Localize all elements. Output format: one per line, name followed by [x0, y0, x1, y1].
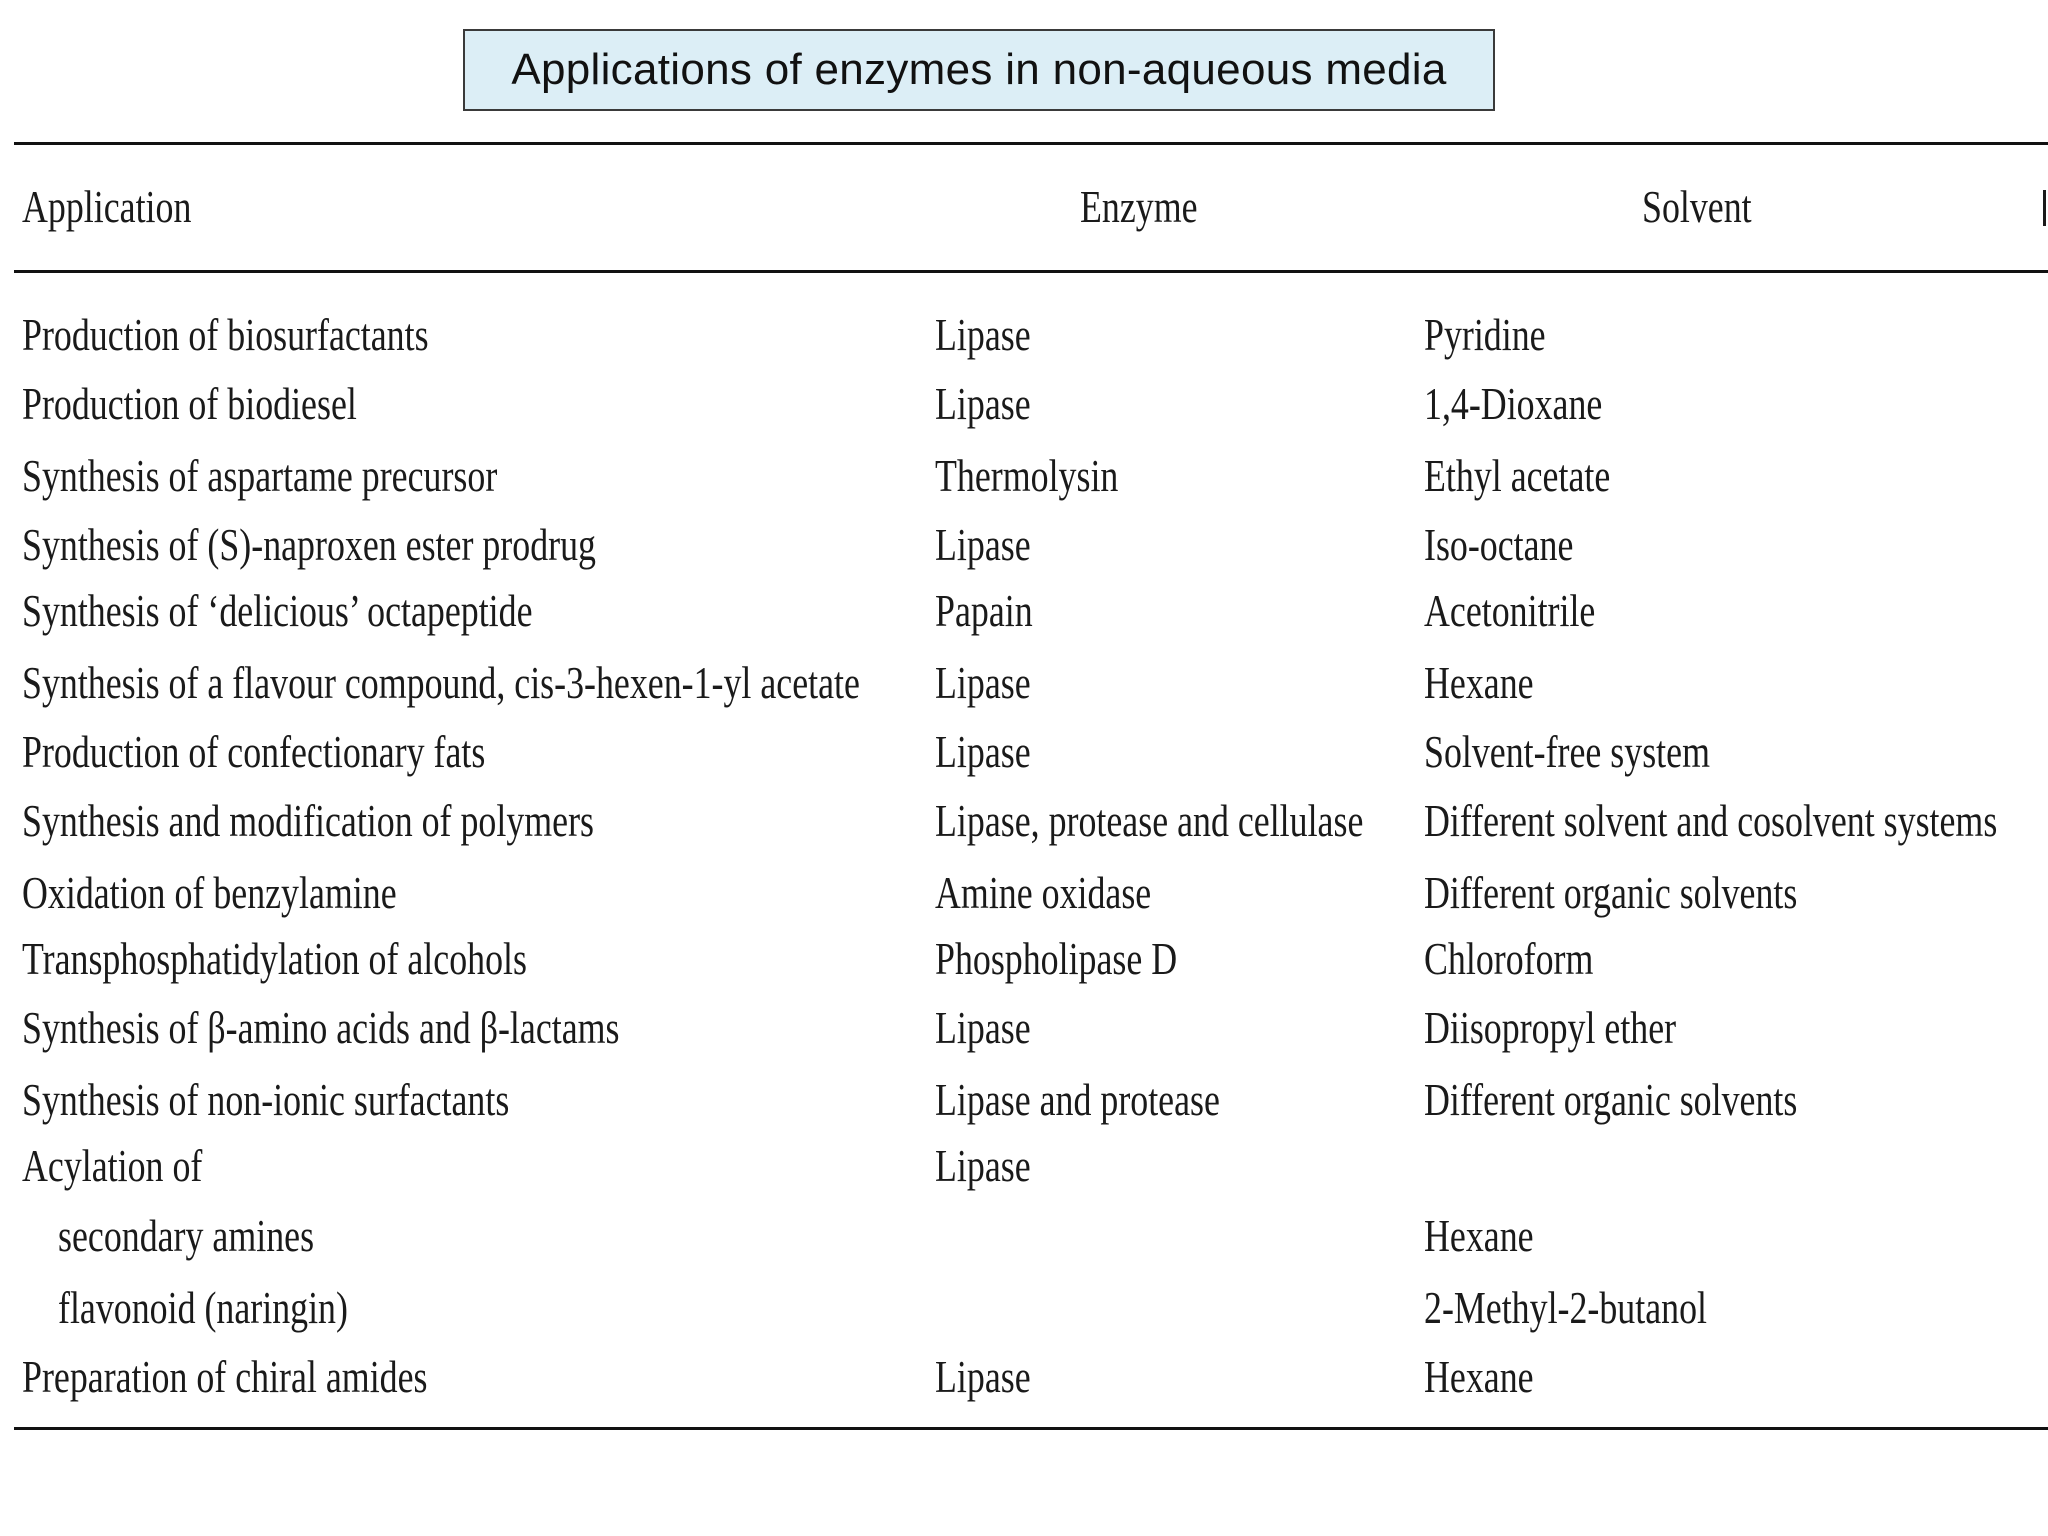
table-row-15-solvent: Hexane — [1424, 1351, 1534, 1402]
table-row-7-application: Synthesis and modification of polymers — [22, 795, 595, 846]
table-row-8-application: Oxidation of benzylamine — [22, 867, 397, 918]
slide-title: Applications of enzymes in non-aqueous media — [463, 29, 1495, 111]
table-row-8-solvent: Different organic solvents — [1424, 867, 1798, 918]
table-row-5-enzyme: Lipase — [935, 657, 1031, 708]
table-row-3-solvent: Iso-octane — [1424, 519, 1574, 570]
table-row-9-solvent: Chloroform — [1424, 933, 1594, 984]
table-row-0-application: Production of biosurfactants — [22, 309, 429, 360]
table-row-2-enzyme: Thermolysin — [935, 450, 1119, 501]
table-row-10-enzyme: Lipase — [935, 1002, 1031, 1053]
table-row-13-solvent: Hexane — [1424, 1210, 1534, 1261]
table-row-4-application: Synthesis of ‘delicious’ octapeptide — [22, 585, 533, 636]
table-row-1-application: Production of biodiesel — [22, 378, 357, 429]
table-row-13-application: secondary amines — [58, 1210, 315, 1261]
table-row-0-enzyme: Lipase — [935, 309, 1031, 360]
table-row-7-enzyme: Lipase, protease and cellulase — [935, 795, 1364, 846]
table-row-6-application: Production of confectionary fats — [22, 726, 486, 777]
header-solvent: Solvent — [1642, 181, 1752, 232]
table-row-6-solvent: Solvent-free system — [1424, 726, 1710, 777]
table-row-14-application: flavonoid (naringin) — [58, 1282, 348, 1333]
table-row-5-solvent: Hexane — [1424, 657, 1534, 708]
table-row-14-solvent: 2-Methyl-2-butanol — [1424, 1282, 1707, 1333]
table-top-rule — [14, 142, 2048, 145]
table-row-0-solvent: Pyridine — [1424, 309, 1546, 360]
header-application: Application — [22, 181, 192, 232]
table-row-8-enzyme: Amine oxidase — [935, 867, 1152, 918]
table-row-2-application: Synthesis of aspartame precursor — [22, 450, 498, 501]
table-row-6-enzyme: Lipase — [935, 726, 1031, 777]
table-row-7-solvent: Different solvent and cosolvent systems — [1424, 795, 1998, 846]
table-header-rule — [14, 270, 2048, 273]
table-row-1-enzyme: Lipase — [935, 378, 1031, 429]
table-row-15-application: Preparation of chiral amides — [22, 1351, 428, 1402]
table-row-4-solvent: Acetonitrile — [1424, 585, 1596, 636]
table-row-12-enzyme: Lipase — [935, 1140, 1031, 1191]
table-row-10-application: Synthesis of β-amino acids and β-lactams — [22, 1002, 620, 1053]
table-bottom-rule — [14, 1427, 2048, 1430]
table-row-5-application: Synthesis of a flavour compound, cis-3-hexen-1-yl acetate — [22, 657, 860, 708]
table-row-10-solvent: Diisopropyl ether — [1424, 1002, 1677, 1053]
table-row-11-enzyme: Lipase and protease — [935, 1074, 1220, 1125]
table-row-11-application: Synthesis of non-ionic surfactants — [22, 1074, 510, 1125]
table-row-1-solvent: 1,4-Dioxane — [1424, 378, 1603, 429]
table-row-2-solvent: Ethyl acetate — [1424, 450, 1611, 501]
table-row-9-enzyme: Phospholipase D — [935, 933, 1178, 984]
table-row-11-solvent: Different organic solvents — [1424, 1074, 1798, 1125]
table-row-4-enzyme: Papain — [935, 585, 1033, 636]
table-row-3-enzyme: Lipase — [935, 519, 1031, 570]
table-row-15-enzyme: Lipase — [935, 1351, 1031, 1402]
table-row-3-application: Synthesis of (S)-naproxen ester prodrug — [22, 519, 596, 570]
header-cutoff-edge — [2043, 190, 2046, 226]
header-enzyme: Enzyme — [1080, 181, 1198, 232]
table-row-9-application: Transphosphatidylation of alcohols — [22, 933, 527, 984]
table-row-12-application: Acylation of — [22, 1140, 203, 1191]
